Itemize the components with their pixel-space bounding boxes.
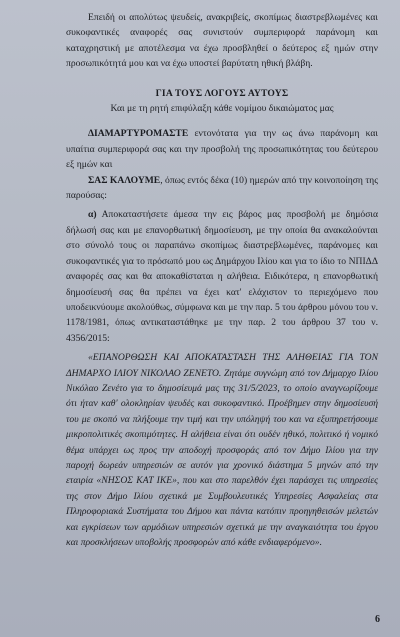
protest-paragraph <box>66 126 378 172</box>
item-a-paragraph <box>66 207 378 346</box>
section-heading: ΓΙΑ ΤΟΥΣ ΛΟΓΟΥΣ ΑΥΤΟΥΣ <box>155 87 289 99</box>
call-keyword: ΣΑΣ ΚΑΛΟΥΜΕ <box>88 174 161 186</box>
call-text: , όπως εντός δέκα (10) ημερών από την κοινοποίηση της παρούσας: <box>66 174 378 202</box>
item-a-text: Αποκαταστήσετε άμεσα την εις βάρος μας προσβολή με δημόσια δήλωσή σας και με επανορθωτική δημοσίευση, με την οποία θα ανακαλούνται στο σύνολό τους οι παραπάνω σκοπίμως διαστρεβλωμένες, παράνομες και συκοφαντικές για το πρόσωπό μου ως Δημάρχου Ιλίου και για το ίδιο το ΝΠΙΔΔ αναφορές σας και θα αποκαθίσταται η αλήθεια. Ειδικότερα, η επανορθωτική δημοσίευσή σας θα πρέπει να έχει κατ' ελάχιστον το περιεχόμενο που υποδεικνύουμε ακολούθως, σύμφωνα και με την παρ. 5 του άρθρου μόνου του ν. 1178/1981, όπως αντικαταστάθηκε με την παρ. 2 του άρθρου 37 του ν. 4356/2015: <box>66 209 378 344</box>
spacer <box>66 116 378 126</box>
correction-quote: «ΕΠΑΝΟΡΘΩΣΗ ΚΑΙ ΑΠΟΚΑΤΑΣΤΑΣΗ ΤΗΣ ΑΛΗΘΕΙΑΣ ΓΙΑ ΤΟΝ ΔΗΜΑΡΧΟ ΙΛΙΟΥ ΝΙΚΟΛΑΟ ΖΕΝΕΤΟ. Ζητάμε συγνώμη από τον Δήμαρχο Ιλίου Νικόλαο Ζενέτο για το δημοσίευμά μας της 31/5/2023, το οποίο αναγνωρίζουμε ότι ήταν καθ' ολοκληρίαν ψευδές και συκοφαντικό. Προέβημεν στην δημοσίευσή του με σκοπό να πλήξουμε την τιμή και την υπόληψή του και να εξυπηρετήσουμε μικροπολιτικές σκοπιμότητες. Η αλήθεια είναι ότι ουδέν ηθικό, πολιτικό ή νομικό θέμα υπάρχει ως προς την αποδοχή προσφοράς από τον Δήμο Ιλίου για την παροχή δωρεάν υπηρεσιών σε αυτόν για χρονικό διάστημα 5 μηνών από την εταιρία «ΝΗΣΟΣ ΚΑΤ ΙΚΕ», που και στο παρελθόν έχει παράσχει τις υπηρεσίες της στον Δήμο Ιλίου σχετικά με Συμβουλευτικές Υπηρεσίες Ασφαλείας στα Πληροφοριακά Συστήματα του Δήμου και πάντα κατόπιν προηγηθεισών μελετών και εγκρίσεων των αρμόδιων υπηρεσιών σχετικά με την αναγκαιότητα του έργου και προσκλήσεων υποβολής προσφορών από κάθε ενδιαφερόμενο». <box>66 352 378 548</box>
protest-text: εντονότατα για την ως άνω παράνομη και υπαίτια συμπεριφορά σας και την προσβολή της προσωπικότητας του δεύτερου εξ ημών και <box>66 128 378 171</box>
page-number: 6 <box>375 614 380 625</box>
item-a-marker: α) <box>88 209 97 221</box>
spacer <box>66 72 378 86</box>
protest-keyword: ΔΙΑΜΑΡΤΥΡΟΜΑΣΤΕ <box>88 128 189 140</box>
call-paragraph <box>66 173 378 204</box>
section-subheading: Και με τη ρητή επιφύλαξη κάθε νομίμου δικαιώματος μας <box>110 103 334 115</box>
intro-paragraph: Επειδή οι απολύτως ψευδείς, ανακριβείς, σκοπίμως διαστρεβλωμένες και συκοφαντικές αναφορές σας συνιστούν συμπεριφορά παράνομη και καταχρηστική με αποτέλεσμα να έχω προσβληθεί ο δεύτερος εξ ημών στην προσωπικότητά μου και να έχω υποστεί βαρύτατη ηθική βλάβη. <box>66 12 378 70</box>
